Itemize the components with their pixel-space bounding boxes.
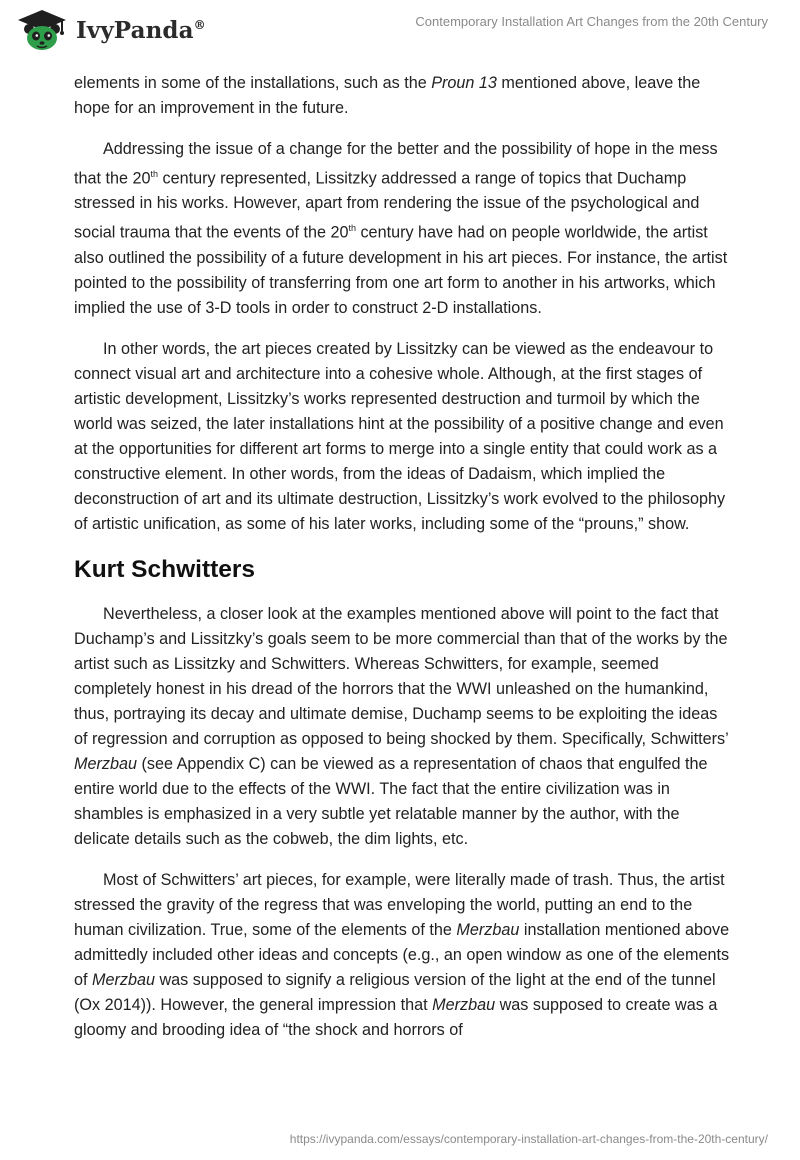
artwork-title: Merzbau <box>456 920 520 939</box>
paragraph-1: elements in some of the installations, such as the Proun 13 mentioned above, leave the hope for an improvement in the future. <box>74 74 701 117</box>
document-title: Contemporary Installation Art Changes from the 20th Century <box>415 14 768 29</box>
ordinal-suffix: th <box>150 169 159 179</box>
section-heading: Kurt Schwitters <box>74 555 256 583</box>
registered-mark: ® <box>193 17 206 32</box>
paragraph-3: In other words, the art pieces created by Lissitzky can be viewed as the endeavour to connect visual art and architecture into a cohesive whole. Although, at the first stages of artistic development, Lissitzky’s works represented destruction and turmoil by which the world was seized, the later installations hint at the possibility of a positive change and even at the opportunities for different art forms to merge into a single entity that could work as a constructive element. In other words, from the ideas of Dadaism, which implied the deconstruction of art and its ultimate destruction, Lissitzky’s work evolved to the philosophy of artistic unification, as some of his later works, including some of the “prouns,” show. <box>74 339 726 533</box>
essay-body <box>74 71 734 1059</box>
page-header <box>0 0 800 60</box>
paragraph-2: Addressing the issue of a change for the better and the possibility of hope in the mess that the 20th century represented, Lissitzky addressed a range of topics that Duchamp stressed in his works. However, apart from rendering the issue of the psychological and social trauma that the events of the 20th century have had on people worldwide, the artist also outlined the possibility of a future development in his art pieces. For instance, the artist pointed to the possibility of transferring from one art form to another in his artworks, which implied the use of 3-D tools in order to construct 2-D installations. <box>74 140 728 317</box>
brand-name: IvyPanda® <box>76 16 206 44</box>
paragraph-4: Nevertheless, a closer look at the examples mentioned above will point to the fact that Duchamp’s and Lissitzky’s goals seem to be more commercial than that of the works by the artist such as Lissitzky and Schwitters. Whereas Schwitters, for example, seemed completely honest in his dread of the horrors that the WWI unleashed on the humankind, thus, portraying its decay and ultimate demise, Duchamp seems to be exploiting the ideas of regression and corruption as opposed to being shocked by them. Specifically, Schwitters’ Merzbau (see Appendix C) can be viewed as a representation of chaos that engulfed the entire world due to the effects of the WWI. The fact that the entire civilization was in shambles is emphasized in a very subtle yet relatable manner by the author, with the delicate details such as the cobweb, the dim lights, etc. <box>74 604 729 848</box>
artwork-title: Merzbau <box>74 754 137 773</box>
ordinal-suffix: th <box>348 223 356 234</box>
paragraph-5: Most of Schwitters’ art pieces, for example, were literally made of trash. Thus, the artist stressed the gravity of the regress that was enveloping the world, putting an end to the human civilization. True, some of the elements of the Merzbau installation mentioned above admittedly included other ideas and concepts (e.g., an open window as one of the elements of Merzbau was supposed to signify a religious version of the light at the end of the tunnel (Ox 2014)). However, the general impression that Merzbau was supposed to create was a gloomy and brooding idea of “the shock and horrors of <box>74 870 730 1039</box>
source-url[interactable]: https://ivypanda.com/essays/contemporary-installation-art-changes-from-the-20th-century/ <box>289 1132 768 1146</box>
artwork-title: Merzbau <box>432 995 496 1014</box>
artwork-title: Merzbau <box>92 970 155 989</box>
artwork-title: Proun 13 <box>431 74 497 92</box>
logo[interactable] <box>14 8 206 52</box>
panda-graduate-icon <box>14 8 70 52</box>
